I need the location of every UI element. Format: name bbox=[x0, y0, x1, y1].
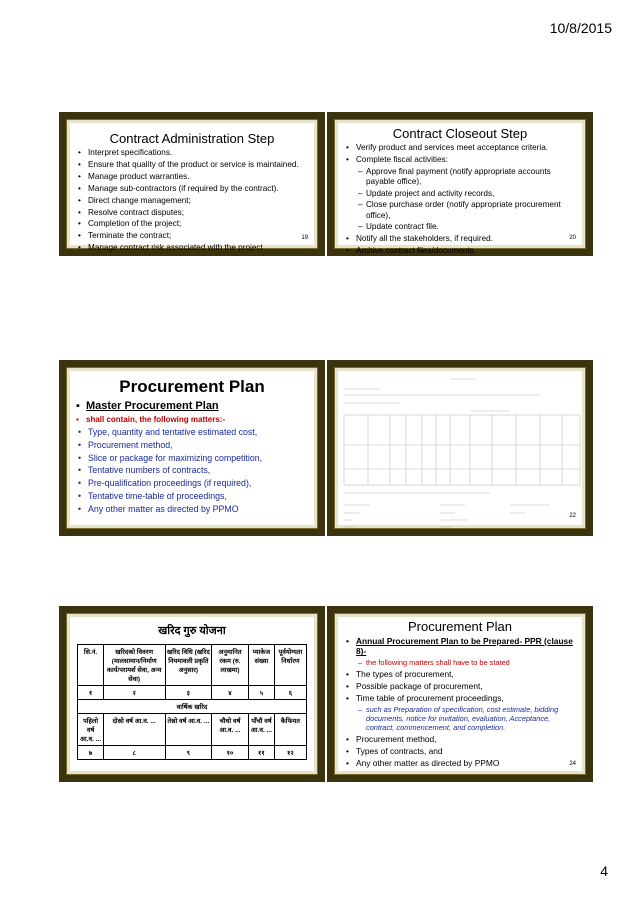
bullet-item: • Type, quantity and tentative estimated cost, bbox=[76, 427, 306, 439]
table-subheader: वार्षिक खरिद bbox=[78, 700, 306, 714]
table-cell: कैफियत bbox=[275, 714, 307, 746]
table-row bbox=[78, 700, 306, 714]
slide-title: Procurement Plan bbox=[119, 377, 265, 396]
table-cell: ५ bbox=[248, 686, 274, 700]
table-cell: ४ bbox=[212, 686, 249, 700]
table-cell: खरिद विधि (खरिद नियमावली प्रकृति अनुसार) bbox=[165, 645, 212, 686]
bullet-item: • Procurement method, bbox=[76, 440, 306, 452]
table-row bbox=[78, 645, 306, 686]
slide-procurement-plan-master bbox=[59, 360, 325, 536]
bullet-item: • Terminate the contract; bbox=[76, 231, 306, 241]
bullet-list bbox=[338, 234, 582, 256]
bullet-item: • Any other matter as directed by PPMO bbox=[344, 758, 574, 768]
bullet-item: • Completion of the project; bbox=[76, 219, 306, 229]
sub-bullet-list bbox=[338, 658, 582, 667]
print-date: 10/8/2015 bbox=[549, 20, 612, 36]
table-cell: दोस्रो वर्ष आ.व. ... bbox=[103, 714, 165, 746]
bullet-item: • Manage contract risk associated with the project bbox=[76, 243, 306, 253]
table-cell: सि.नं. bbox=[78, 645, 103, 686]
table-cell: तेस्रो वर्ष आ.व. ... bbox=[165, 714, 212, 746]
table-cell: ७ bbox=[78, 746, 103, 760]
slide-title: Contract Administration Step bbox=[109, 131, 275, 146]
bullet-item: • Procurement method, bbox=[344, 734, 574, 744]
sub-bullet-item: – the following matters shall have to be stated bbox=[358, 658, 574, 667]
bullet-item: • Archive contract files/documents. bbox=[344, 246, 574, 256]
table-cell: २ bbox=[103, 686, 165, 700]
bullet-item: • Manage product warranties. bbox=[76, 172, 306, 182]
sub-bullet-item: – Update contract file. bbox=[358, 222, 574, 232]
table-cell: खरिदको विवरण (मालसामान/निर्माण कार्य/परामर्श सेवा, अन्य सेवा) bbox=[103, 645, 165, 686]
slide-number: 22 bbox=[569, 513, 576, 519]
bullet-item: • Slice or package for maximizing competition, bbox=[76, 453, 306, 465]
bullet-item: • Verify product and services meet acceptance criteria. bbox=[344, 143, 574, 153]
bullet-item: • Direct change management; bbox=[76, 196, 306, 206]
master-plan-heading: ▪ Master Procurement Plan bbox=[76, 400, 306, 413]
sub-bullet-list bbox=[338, 167, 582, 233]
slide-contract-administration bbox=[59, 112, 325, 256]
table-cell: १२ bbox=[275, 746, 307, 760]
table-cell: पूर्वयोग्यता निर्धारण bbox=[275, 645, 307, 686]
bullet-list bbox=[70, 427, 314, 515]
bullet-item: • Notify all the stakeholders, if required. bbox=[344, 234, 574, 244]
bullet-item: • Types of contracts, and bbox=[344, 746, 574, 756]
bullet-list bbox=[338, 143, 582, 165]
slide-title: Procurement Plan bbox=[407, 619, 513, 634]
bullet-item: • Tentative numbers of contracts, bbox=[76, 465, 306, 477]
bullet-item: • Interpret specifications. bbox=[76, 148, 306, 158]
bullet-item: • Tentative time-table of proceedings, bbox=[76, 491, 306, 503]
table-row bbox=[78, 686, 306, 700]
table-row bbox=[78, 714, 306, 746]
bullet-item: • Any other matter as directed by PPMO bbox=[76, 504, 306, 516]
slide-number: 20 bbox=[569, 235, 576, 241]
bullet-item: • Ensure that quality of the product or service is maintained. bbox=[76, 160, 306, 170]
slide-title: खरिद गुरु योजना bbox=[158, 625, 226, 637]
bullet-list bbox=[70, 148, 314, 254]
bullet-item: • Complete fiscal activities: bbox=[344, 155, 574, 165]
slide-title: Contract Closeout Step bbox=[392, 126, 528, 141]
bullet-item: • Possible package of procurement, bbox=[344, 681, 574, 691]
slide-number: 24 bbox=[569, 761, 576, 767]
bullet-list bbox=[338, 636, 582, 657]
annual-plan-lead: • Annual Procurement Plan to be Prepared- PPR (clause 8)- bbox=[344, 636, 574, 657]
sub-bullet-item: – Close purchase order (notify appropriate procurement office), bbox=[358, 200, 574, 220]
procurement-table bbox=[77, 644, 306, 760]
bullet-item: • The types of procurement, bbox=[344, 669, 574, 679]
bullet-list bbox=[338, 734, 582, 768]
table-cell: चौथो वर्ष आ.व. ... bbox=[212, 714, 249, 746]
slide-procurement-form-image bbox=[327, 360, 593, 536]
table-cell: अनुमानित रकम (रु. लाखमा) bbox=[212, 645, 249, 686]
bullet-list bbox=[338, 669, 582, 703]
table-cell: ९ bbox=[165, 746, 212, 760]
table-cell: ८ bbox=[103, 746, 165, 760]
table-cell: ३ bbox=[165, 686, 212, 700]
shall-contain-note: ▪ shall contain, the following matters:- bbox=[76, 414, 306, 426]
page-number: 4 bbox=[600, 863, 608, 879]
slide-procurement-plan-annual bbox=[327, 606, 593, 782]
procurement-form-sketch bbox=[340, 373, 590, 533]
table-cell: पाँचौ वर्ष आ.व. ... bbox=[248, 714, 274, 746]
table-cell: प्याकेज संख्या bbox=[248, 645, 274, 686]
bullet-item: • Manage sub-contractors (if required by the contract). bbox=[76, 184, 306, 194]
slide-number: 19 bbox=[301, 235, 308, 241]
bullet-item: • Resolve contract disputes; bbox=[76, 208, 306, 218]
table-cell: ६ bbox=[275, 686, 307, 700]
sub-bullet-item: – Approve final payment (notify appropriate accounts payable office), bbox=[358, 167, 574, 187]
sub-bullet-list bbox=[338, 705, 582, 732]
table-cell: ११ bbox=[248, 746, 274, 760]
table-cell: १० bbox=[212, 746, 249, 760]
bullet-item: • Time table of procurement proceedings, bbox=[344, 693, 574, 703]
table-row bbox=[78, 746, 306, 760]
table-cell: १ bbox=[78, 686, 103, 700]
slide-master-procurement-table bbox=[59, 606, 325, 782]
slide-contract-closeout bbox=[327, 112, 593, 256]
bullet-item: • Pre-qualification proceedings (if required), bbox=[76, 478, 306, 490]
bullet-list bbox=[70, 400, 314, 426]
table-cell: पहिलो वर्ष आ.व. ... bbox=[78, 714, 103, 746]
sub-bullet-item: – Update project and activity records, bbox=[358, 189, 574, 199]
sub-bullet-item: – such as Preparation of specification, cost estimate, bidding documents, notice for invitation, evaluation, Acceptance, contract, commencement, and completion. bbox=[358, 705, 574, 732]
